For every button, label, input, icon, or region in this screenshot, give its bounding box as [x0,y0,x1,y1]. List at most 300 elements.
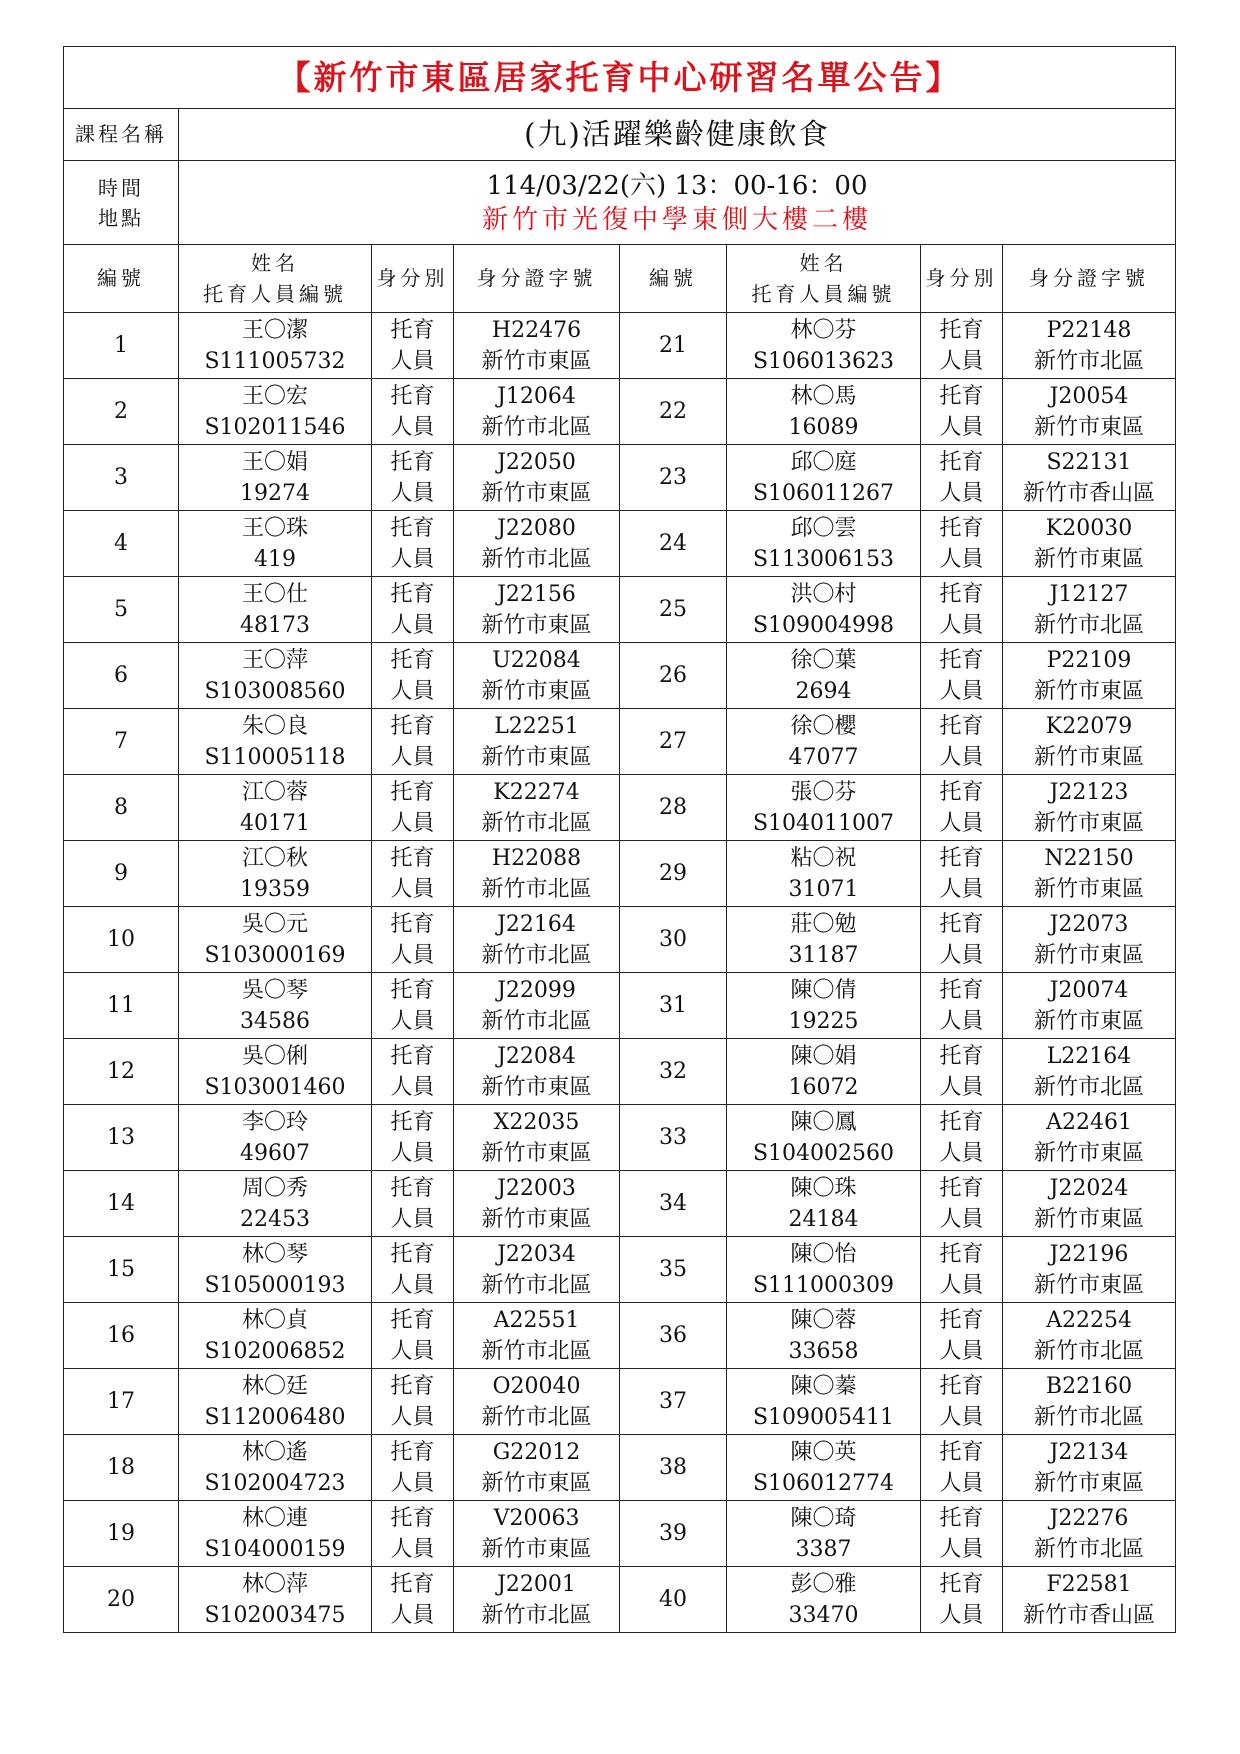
entry-name: 王〇萍 [241,647,308,673]
entry-name-cell [727,313,921,379]
entry-staff-no: 40171 [240,810,310,836]
entry-cert-cell [454,1369,620,1435]
entry-number: 34 [620,1171,727,1237]
entry-identity-cell [372,841,454,907]
entry-staff-no: S103000169 [204,942,346,968]
entry-name: 林〇萍 [241,1571,308,1597]
entry-name-cell [179,907,372,973]
entry-cert-no: N22150 [1044,845,1134,871]
entry-cert-no: F22581 [1046,1571,1132,1597]
entry-cert-no: K20030 [1045,515,1133,541]
table-row [64,511,1176,577]
entry-name: 陳〇蓉 [790,1307,857,1333]
entry-staff-no: S109004998 [752,612,895,638]
entry-identity-line2: 人員 [390,810,435,836]
entry-area: 新竹市東區 [1033,414,1144,440]
entry-identity-cell [921,1435,1003,1501]
entry-name-cell [179,1237,372,1303]
entry-cert-cell [1003,709,1176,775]
entry-cert-no: P22109 [1046,647,1132,673]
entry-identity-line2: 人員 [390,1140,435,1166]
entry-number: 23 [620,445,727,511]
entry-number: 30 [620,907,727,973]
entry-name: 徐〇櫻 [790,713,857,739]
entry-number: 1 [64,313,179,379]
entry-identity-line1: 托育 [939,977,984,1003]
entry-name: 吳〇元 [241,911,308,937]
entry-name: 王〇娟 [241,449,308,475]
entry-number: 16 [64,1303,179,1369]
entry-name: 林〇芬 [790,317,857,343]
entry-identity-line2: 人員 [390,480,435,506]
entry-identity-line1: 托育 [939,1373,984,1399]
entry-cert-cell [1003,1501,1176,1567]
entry-name-cell [179,973,372,1039]
entry-cert-cell [454,973,620,1039]
entry-identity-cell [372,379,454,445]
entry-number: 28 [620,775,727,841]
entry-cert-cell [1003,841,1176,907]
entry-cert-no: X22035 [493,1109,580,1135]
entry-identity-cell [372,1237,454,1303]
table-row [64,1435,1176,1501]
entry-identity-line2: 人員 [939,1206,984,1232]
roster-table [63,46,1176,1633]
entry-cert-cell [454,1039,620,1105]
entry-area: 新竹市東區 [1033,810,1144,836]
entry-cert-no: J22001 [497,1571,576,1597]
entry-identity-line1: 托育 [939,713,984,739]
entry-name: 邱〇庭 [790,449,857,475]
entry-identity-cell [921,445,1003,511]
header-name-left [179,245,372,313]
entry-cert-no: J12064 [497,383,576,409]
entry-identity-cell [372,313,454,379]
entry-number: 32 [620,1039,727,1105]
entry-area: 新竹市東區 [481,1140,592,1166]
entry-cert-cell [1003,1567,1176,1633]
entry-identity-cell [921,973,1003,1039]
entry-identity-line1: 托育 [390,1505,435,1531]
entry-name: 粘〇祝 [790,845,857,871]
entry-staff-no: S112006480 [204,1404,346,1430]
course-name: (九)活躍樂齡健康飲食 [179,109,1176,161]
entry-name-cell [179,1039,372,1105]
time-place-label [64,161,179,245]
entry-name-cell [179,841,372,907]
entry-cert-cell [1003,445,1176,511]
entry-number: 29 [620,841,727,907]
entry-cert-no: A22461 [1046,1109,1132,1135]
table-row [64,1369,1176,1435]
entry-name-cell [727,1237,921,1303]
entry-area: 新竹市北區 [1033,1404,1144,1430]
entry-cert-cell [454,1105,620,1171]
entry-name: 洪〇村 [790,581,857,607]
entry-area: 新竹市香山區 [1022,1602,1155,1628]
entry-cert-no: J22156 [497,581,576,607]
entry-name-cell [179,1171,372,1237]
entry-cert-cell [1003,973,1176,1039]
entry-identity-line2: 人員 [390,1470,435,1496]
entry-identity-cell [921,1237,1003,1303]
header-cert-right: 身分證字號 [1003,245,1176,313]
entry-staff-no: S102003475 [204,1602,346,1628]
entry-identity-cell [372,1369,454,1435]
entry-cert-no: J22123 [1049,779,1129,805]
entry-number: 14 [64,1171,179,1237]
entry-identity-line2: 人員 [390,1272,435,1298]
entry-identity-line2: 人員 [390,744,435,770]
entry-area: 新竹市東區 [481,1470,592,1496]
entry-name: 徐〇葉 [790,647,857,673]
entry-identity-line2: 人員 [390,1404,435,1430]
entry-identity-cell [921,775,1003,841]
entry-area: 新竹市北區 [481,876,592,902]
entry-cert-no: A22254 [1046,1307,1132,1333]
entry-identity-cell [372,907,454,973]
entry-cert-no: S22131 [1046,449,1132,475]
entry-cert-no: B22160 [1045,1373,1133,1399]
entry-cert-no: J22084 [497,1043,576,1069]
entry-identity-line2: 人員 [939,612,984,638]
entry-cert-cell [454,511,620,577]
entry-staff-no: S111005732 [204,348,346,374]
entry-staff-no: S106012774 [752,1470,895,1496]
table-row [64,1039,1176,1105]
entry-area: 新竹市北區 [1033,1338,1144,1364]
entry-staff-no: S102004723 [204,1470,346,1496]
entry-staff-no: 33470 [788,1602,859,1628]
entry-area: 新竹市東區 [1033,1008,1144,1034]
entry-number: 9 [64,841,179,907]
entry-name-cell [727,841,921,907]
entry-identity-line2: 人員 [939,1602,984,1628]
entry-area: 新竹市北區 [1033,348,1144,374]
entry-name-cell [179,1105,372,1171]
entry-identity-line1: 托育 [390,1043,435,1069]
entry-number: 39 [620,1501,727,1567]
entry-cert-no: H22088 [491,845,582,871]
entry-name: 王〇宏 [241,383,308,409]
table-row [64,775,1176,841]
header-no-left: 編號 [64,245,179,313]
entry-number: 24 [620,511,727,577]
entry-cert-cell [1003,1435,1176,1501]
entry-cert-no: J20074 [1049,977,1129,1003]
entry-identity-cell [372,973,454,1039]
entry-identity-line1: 托育 [939,845,984,871]
entry-identity-line1: 托育 [939,1175,984,1201]
entry-name: 吳〇琴 [241,977,308,1003]
entry-identity-cell [921,1567,1003,1633]
entry-cert-cell [1003,907,1176,973]
entry-name: 王〇珠 [241,515,308,541]
entry-name: 莊〇勉 [790,911,857,937]
entry-cert-no: L22251 [494,713,579,739]
time-place-cell [179,161,1176,245]
entry-area: 新竹市東區 [1033,1272,1144,1298]
entry-cert-cell [454,577,620,643]
header-name-right [727,245,921,313]
place-label: 地點 [98,205,144,230]
entry-identity-cell [372,1171,454,1237]
entry-staff-no: S102006852 [204,1338,346,1364]
entry-name-cell [179,313,372,379]
entry-name: 陳〇英 [790,1439,857,1465]
entry-name-cell [727,1105,921,1171]
entry-cert-cell [454,313,620,379]
table-row [64,1567,1176,1633]
entry-cert-no: K22274 [493,779,580,805]
entry-cert-cell [454,379,620,445]
entry-cert-no: O20040 [492,1373,581,1399]
entry-area: 新竹市北區 [481,1602,592,1628]
entry-identity-cell [921,709,1003,775]
entry-name: 陳〇琦 [790,1505,857,1531]
entry-cert-cell [454,841,620,907]
entry-cert-cell [1003,643,1176,709]
entry-staff-no: S103008560 [204,678,346,704]
header-staff-no-label: 托育人員編號 [203,281,347,306]
table-row [64,1501,1176,1567]
entry-number: 15 [64,1237,179,1303]
entry-cert-no: J22003 [497,1175,576,1201]
entry-staff-no: 31187 [788,942,859,968]
entry-number: 22 [620,379,727,445]
entry-staff-no: 33658 [788,1338,859,1364]
entry-staff-no: 3387 [795,1536,852,1562]
entry-identity-line1: 托育 [390,713,435,739]
entry-number: 26 [620,643,727,709]
entry-cert-no: J22024 [1049,1175,1129,1201]
entry-identity-cell [372,1567,454,1633]
entry-identity-line2: 人員 [939,414,984,440]
entry-identity-line1: 托育 [390,1307,435,1333]
entry-identity-line2: 人員 [939,546,984,572]
entry-identity-line1: 托育 [390,779,435,805]
entry-area: 新竹市北區 [481,1338,592,1364]
entry-identity-line1: 托育 [390,911,435,937]
entry-name-cell [179,445,372,511]
entry-identity-line2: 人員 [390,1206,435,1232]
entry-name: 江〇秋 [241,845,308,871]
entry-staff-no: 419 [254,546,296,572]
entry-identity-line2: 人員 [390,876,435,902]
entry-staff-no: S103001460 [204,1074,346,1100]
entry-identity-line2: 人員 [939,1272,984,1298]
header-name-label: 姓名 [799,250,848,275]
entry-identity-line1: 托育 [390,1571,435,1597]
entry-cert-no: A22551 [493,1307,580,1333]
entry-name-cell [727,907,921,973]
entry-cert-cell [1003,313,1176,379]
entry-identity-line1: 托育 [390,1175,435,1201]
entry-area: 新竹市北區 [481,1272,592,1298]
entry-cert-no: J22196 [1049,1241,1129,1267]
entry-cert-cell [454,907,620,973]
entry-staff-no: S111000309 [752,1272,895,1298]
entry-cert-cell [454,775,620,841]
entry-cert-no: K22079 [1045,713,1133,739]
entry-area: 新竹市東區 [481,480,592,506]
entry-identity-line1: 托育 [939,1241,984,1267]
entry-number: 11 [64,973,179,1039]
entry-cert-cell [1003,511,1176,577]
entry-cert-cell [1003,1303,1176,1369]
entry-identity-cell [921,1171,1003,1237]
entry-identity-line2: 人員 [390,1602,435,1628]
entry-name: 周〇秀 [241,1175,308,1201]
entry-identity-line2: 人員 [390,348,435,374]
entry-cert-no: J22164 [497,911,576,937]
entry-number: 17 [64,1369,179,1435]
entry-staff-no: 19359 [240,876,310,902]
entry-area: 新竹市東區 [481,348,592,374]
entry-identity-cell [921,1039,1003,1105]
entry-name: 李〇玲 [241,1109,308,1135]
entry-area: 新竹市東區 [1033,744,1144,770]
entry-area: 新竹市北區 [1033,1536,1144,1562]
entry-identity-line1: 托育 [939,779,984,805]
entry-name-cell [179,1369,372,1435]
entry-cert-no: H22476 [491,317,582,343]
entry-name: 林〇遙 [241,1439,308,1465]
entry-cert-cell [454,1435,620,1501]
entry-identity-line2: 人員 [390,546,435,572]
entry-identity-line1: 托育 [390,1373,435,1399]
entry-name-cell [727,775,921,841]
entry-identity-line2: 人員 [939,1404,984,1430]
time-label: 時間 [98,175,144,200]
entry-name: 江〇蓉 [241,779,308,805]
entry-name-cell [727,1567,921,1633]
entry-identity-line2: 人員 [390,414,435,440]
entry-staff-no: 16089 [788,414,859,440]
entry-name: 林〇廷 [241,1373,308,1399]
entry-name-cell [727,1039,921,1105]
entry-identity-line1: 托育 [939,911,984,937]
entry-cert-cell [1003,775,1176,841]
entry-staff-no: 2694 [795,678,852,704]
table-row [64,1171,1176,1237]
entry-name: 王〇潔 [241,317,308,343]
entry-cert-cell [1003,577,1176,643]
entry-cert-cell [454,445,620,511]
entry-name-cell [727,445,921,511]
entry-identity-line1: 托育 [390,1439,435,1465]
table-row [64,907,1176,973]
entry-name: 吳〇俐 [241,1043,308,1069]
entry-cert-no: J22276 [1049,1505,1129,1531]
entry-name: 林〇馬 [790,383,857,409]
entry-cert-cell [1003,1105,1176,1171]
entry-identity-line1: 托育 [939,647,984,673]
entry-staff-no: 19225 [788,1008,859,1034]
entry-staff-no: S104002560 [752,1140,895,1166]
entry-number: 5 [64,577,179,643]
entry-staff-no: S104000159 [204,1536,346,1562]
entry-identity-cell [921,643,1003,709]
entry-name-cell [179,1501,372,1567]
entry-identity-line2: 人員 [390,1008,435,1034]
entry-name-cell [727,1435,921,1501]
entry-identity-line1: 托育 [390,515,435,541]
entry-area: 新竹市北區 [481,810,592,836]
entry-area: 新竹市北區 [481,942,592,968]
table-row [64,709,1176,775]
entry-area: 新竹市東區 [1033,876,1144,902]
header-name-label: 姓名 [251,250,299,275]
entry-identity-cell [372,1501,454,1567]
entry-area: 新竹市東區 [1033,1206,1144,1232]
entry-identity-line1: 托育 [390,647,435,673]
table-row [64,313,1176,379]
entry-name-cell [727,1501,921,1567]
entry-identity-cell [372,445,454,511]
entry-cert-no: J22099 [497,977,576,1003]
entry-staff-no: S104011007 [752,810,895,836]
entry-identity-line1: 托育 [939,1505,984,1531]
entry-identity-cell [921,1303,1003,1369]
course-datetime: 114/03/22(六) 13：00-16：00 [486,170,868,201]
entry-name-cell [727,1171,921,1237]
entry-identity-line1: 托育 [939,581,984,607]
entry-identity-cell [921,313,1003,379]
entry-cert-no: J22050 [497,449,576,475]
entry-staff-no: 48173 [240,612,310,638]
entry-staff-no: S105000193 [204,1272,346,1298]
entry-cert-cell [454,1303,620,1369]
entry-cert-no: J22134 [1049,1439,1129,1465]
header-staff-no-label: 托育人員編號 [751,281,896,306]
entry-identity-line2: 人員 [390,612,435,638]
entry-identity-line1: 托育 [390,1241,435,1267]
entry-cert-no: J12127 [1049,581,1129,607]
entry-identity-cell [921,511,1003,577]
entry-number: 36 [620,1303,727,1369]
entry-name: 邱〇雲 [790,515,857,541]
entry-name: 林〇貞 [241,1307,308,1333]
entry-name-cell [179,1435,372,1501]
entry-identity-line1: 托育 [939,515,984,541]
entry-area: 新竹市東區 [1033,942,1144,968]
entry-identity-cell [372,775,454,841]
entry-identity-line1: 托育 [390,977,435,1003]
entry-name-cell [179,775,372,841]
entry-cert-cell [454,1567,620,1633]
entry-staff-no: 31071 [788,876,859,902]
header-no-right: 編號 [620,245,727,313]
entry-cert-no: U22084 [492,647,581,673]
entry-staff-no: S109005411 [752,1404,895,1430]
table-row [64,1303,1176,1369]
entry-number: 25 [620,577,727,643]
entry-cert-cell [454,1237,620,1303]
entry-name: 王〇仕 [241,581,308,607]
entry-number: 12 [64,1039,179,1105]
entry-cert-cell [1003,1039,1176,1105]
entry-identity-cell [372,1303,454,1369]
entry-area: 新竹市東區 [1033,1140,1144,1166]
entry-number: 7 [64,709,179,775]
entry-identity-cell [372,577,454,643]
entry-cert-no: L22164 [1046,1043,1132,1069]
entry-cert-cell [1003,1369,1176,1435]
entry-identity-line1: 托育 [939,1439,984,1465]
entry-identity-line2: 人員 [939,348,984,374]
entry-identity-line2: 人員 [390,1074,435,1100]
